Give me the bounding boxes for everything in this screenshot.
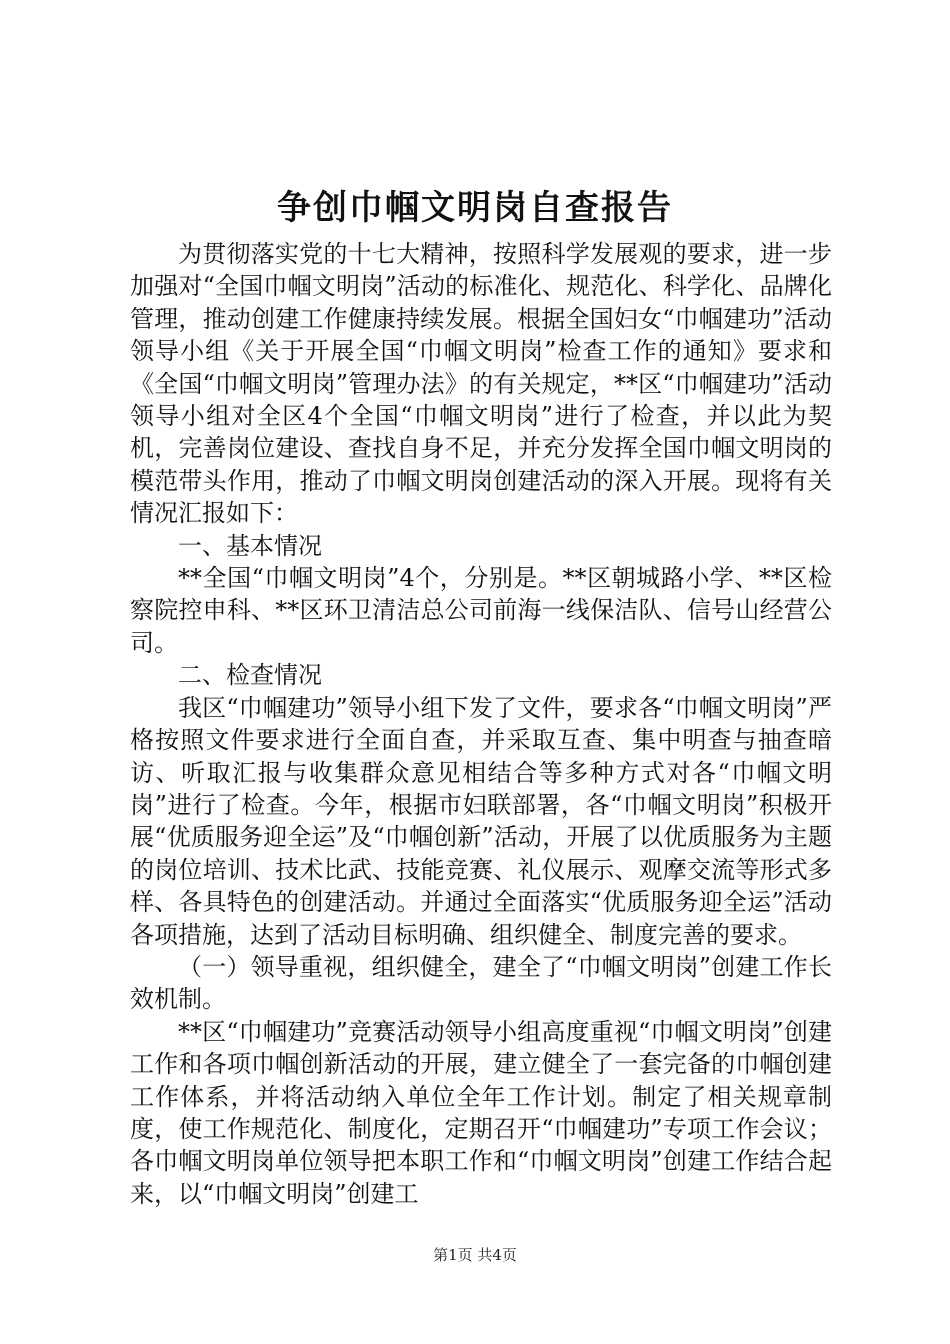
document-title: 争创巾帼文明岗自查报告 <box>277 188 673 228</box>
intro-paragraph: 为贯彻落实党的十七大精神，按照科学发展观的要求，进一步加强对“全国巾帼文明岗”活动的标准化、规范化、科学化、品牌化管理，推动创建工作健康持续发展。根据全国妇女“巾帼建功”活动领导小组《关于开展全国“巾帼文明岗”检查工作的通知》要求和《全国“巾帼文明岗”管理办法》的有关规定，**区“巾帼建功”活动领导小组对全区4个全国“巾帼文明岗”进行了检查，并以此为契机，完善岗位建设、查找自身不足，并充分发挥全国巾帼文明岗的模范带头作用，推动了巾帼文明岗创建活动的深入开展。现将有关情况汇报如下： <box>130 240 832 528</box>
page-number-footer: 第1页 共4页 <box>433 1246 517 1264</box>
leadership-paragraph: **区“巾帼建功”竞赛活动领导小组高度重视“巾帼文明岗”创建工作和各项巾帼创新活动的开展，建立健全了一套完备的巾帼创建工作体系，并将活动纳入单位全年工作计划。制定了相关规章制度，使工作规范化、制度化，定期召开“巾帼建功”专项工作会议；各巾帼文明岗单位领导把本职工作和“巾帼文明岗”创建工作结合起来，以“巾帼文明岗”创建工 <box>130 1017 832 1208</box>
basic-info-paragraph: **全国“巾帼文明岗”4个，分别是。**区朝城路小学、**区检察院控申科、**区环卫清洁总公司前海一线保洁队、信号山经营公司。 <box>130 564 832 657</box>
document-body <box>130 238 832 1210</box>
inspection-paragraph: 我区“巾帼建功”领导小组下发了文件，要求各“巾帼文明岗”严格按照文件要求进行全面自查，并采取互查、集中明查与抽查暗访、听取汇报与收集群众意见相结合等多种方式对各“巾帼文明岗”进行了检查。今年，根据市妇联部署，各“巾帼文明岗”积极开展“优质服务迎全运”及“巾帼创新”活动，开展了以优质服务为主题的岗位培训、技术比武、技能竞赛、礼仪展示、观摩交流等形式多样、各具特色的创建活动。并通过全面落实“优质服务迎全运”活动各项措施，达到了活动目标明确、组织健全、制度完善的要求。 <box>130 693 832 949</box>
section-heading-inspection: 二、检查情况 <box>178 661 322 690</box>
subsection-heading-leadership: （一）领导重视，组织健全，建全了“巾帼文明岗”创建工作长效机制。 <box>130 952 832 1014</box>
section-heading-basic: 一、基本情况 <box>178 531 322 560</box>
